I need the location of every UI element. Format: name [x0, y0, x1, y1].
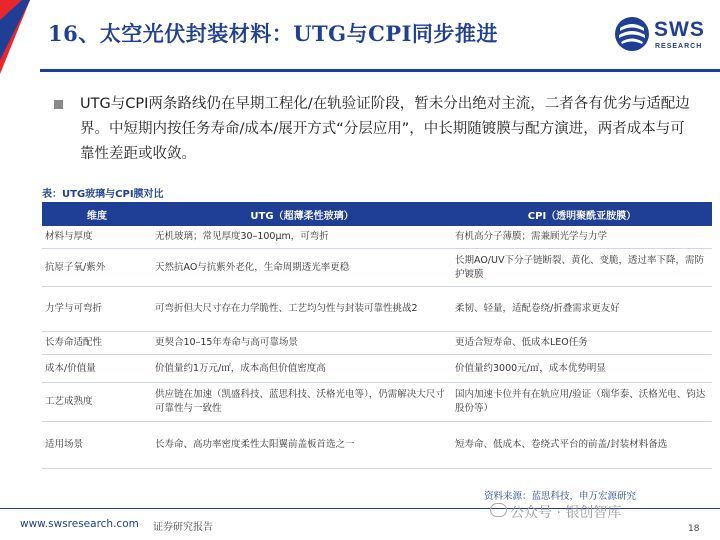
row-cpi-value: 国内加速卡位并有在轨应用/验证（瑞华泰、沃格光电、钧达股份等） [452, 383, 712, 422]
row-dimension: 长寿命适配性 [42, 332, 152, 355]
table-row [42, 383, 712, 422]
comparison-table [42, 202, 712, 469]
page-number: 18 [688, 524, 700, 534]
table-row [42, 422, 712, 469]
corner-accent-decoration [0, 0, 30, 74]
summary-text: UTG与CPI两条路线仍在早期工程化/在轨验证阶段，暂未分出绝对主流，二者各有优劣与适配边界。中短期内按任务寿命/成本/展开方式“分层应用”，中长期随镀膜与配方演进，两者成本与可靠性差距或收敛。 [80, 96, 690, 162]
watermark-text: 公众号 · 银创智库 [510, 505, 622, 521]
footer-url-link[interactable]: www.swsresearch.com [20, 518, 139, 530]
row-utg-value: 长寿命、高功率密度柔性太阳翼前盖板首选之一 [152, 422, 452, 469]
row-dimension: 材料与厚度 [42, 226, 152, 249]
table-row [42, 332, 712, 355]
row-cpi-value: 价值量约3000元/㎡，成本优势明显 [452, 355, 712, 383]
sws-logo [614, 16, 714, 56]
row-dimension: 抗原子氧/紫外 [42, 249, 152, 287]
logo-subtitle: RESEARCH [655, 43, 703, 50]
row-dimension: 工艺成熟度 [42, 383, 152, 422]
table-row [42, 226, 712, 249]
row-utg-value: 供应链在加速（凯盛科技、蓝思科技、沃格光电等），仍需解决大尺寸可靠性与一致性 [152, 383, 452, 422]
row-cpi-value: 有机高分子薄膜；需兼顾光学与力学 [452, 226, 712, 249]
header-dimension: 维度 [42, 202, 152, 226]
header-utg: UTG（超薄柔性玻璃） [152, 202, 452, 226]
sws-globe-icon [614, 16, 650, 52]
row-utg-value: 无机玻璃；常见厚度30–100μm，可弯折 [152, 226, 452, 249]
row-cpi-value: 短寿命、低成本、卷绕式平台的前盖/封装材料备选 [452, 422, 712, 469]
header-cpi: CPI（透明聚酰亚胺膜） [452, 202, 712, 226]
source-note: 资料来源：蓝思科技，申万宏源研究 [484, 491, 637, 502]
table-header-row [42, 202, 712, 226]
summary-bullet [56, 92, 696, 167]
logo-wordmark: SWS [654, 18, 705, 41]
row-utg-value: 天然抗AO与抗紫外老化，生命周期透光率更稳 [152, 249, 452, 287]
row-utg-value: 可弯折但大尺寸存在力学脆性、工艺均匀性与封装可靠性挑战2 [152, 287, 452, 332]
row-dimension: 适用场景 [42, 422, 152, 469]
row-dimension: 成本/价值量 [42, 355, 152, 383]
row-dimension: 力学与可弯折 [42, 287, 152, 332]
square-bullet-icon [54, 100, 63, 109]
table-row [42, 287, 712, 332]
title-underline [40, 69, 720, 72]
footer-report-label: 证券研究报告 [153, 522, 213, 533]
row-utg-value: 价值量约1万元/㎡，成本高但价值密度高 [152, 355, 452, 383]
table-caption: 表：UTG玻璃与CPI膜对比 [42, 189, 164, 200]
table-row [42, 249, 712, 287]
slide-header [0, 0, 720, 82]
watermark [510, 502, 621, 522]
page-title: 16、太空光伏封装材料：UTG与CPI同步推进 [48, 21, 498, 46]
table-row [42, 355, 712, 383]
row-cpi-value: 柔韧、轻量，适配卷绕/折叠需求更友好 [452, 287, 712, 332]
row-cpi-value: 长期AO/UV下分子链断裂、黄化、变脆，透过率下降，需防护镀膜 [452, 249, 712, 287]
row-cpi-value: 更适合短寿命、低成本LEO任务 [452, 332, 712, 355]
row-utg-value: 更契合10–15年寿命与高可靠场景 [152, 332, 452, 355]
wechat-icon [490, 503, 507, 517]
